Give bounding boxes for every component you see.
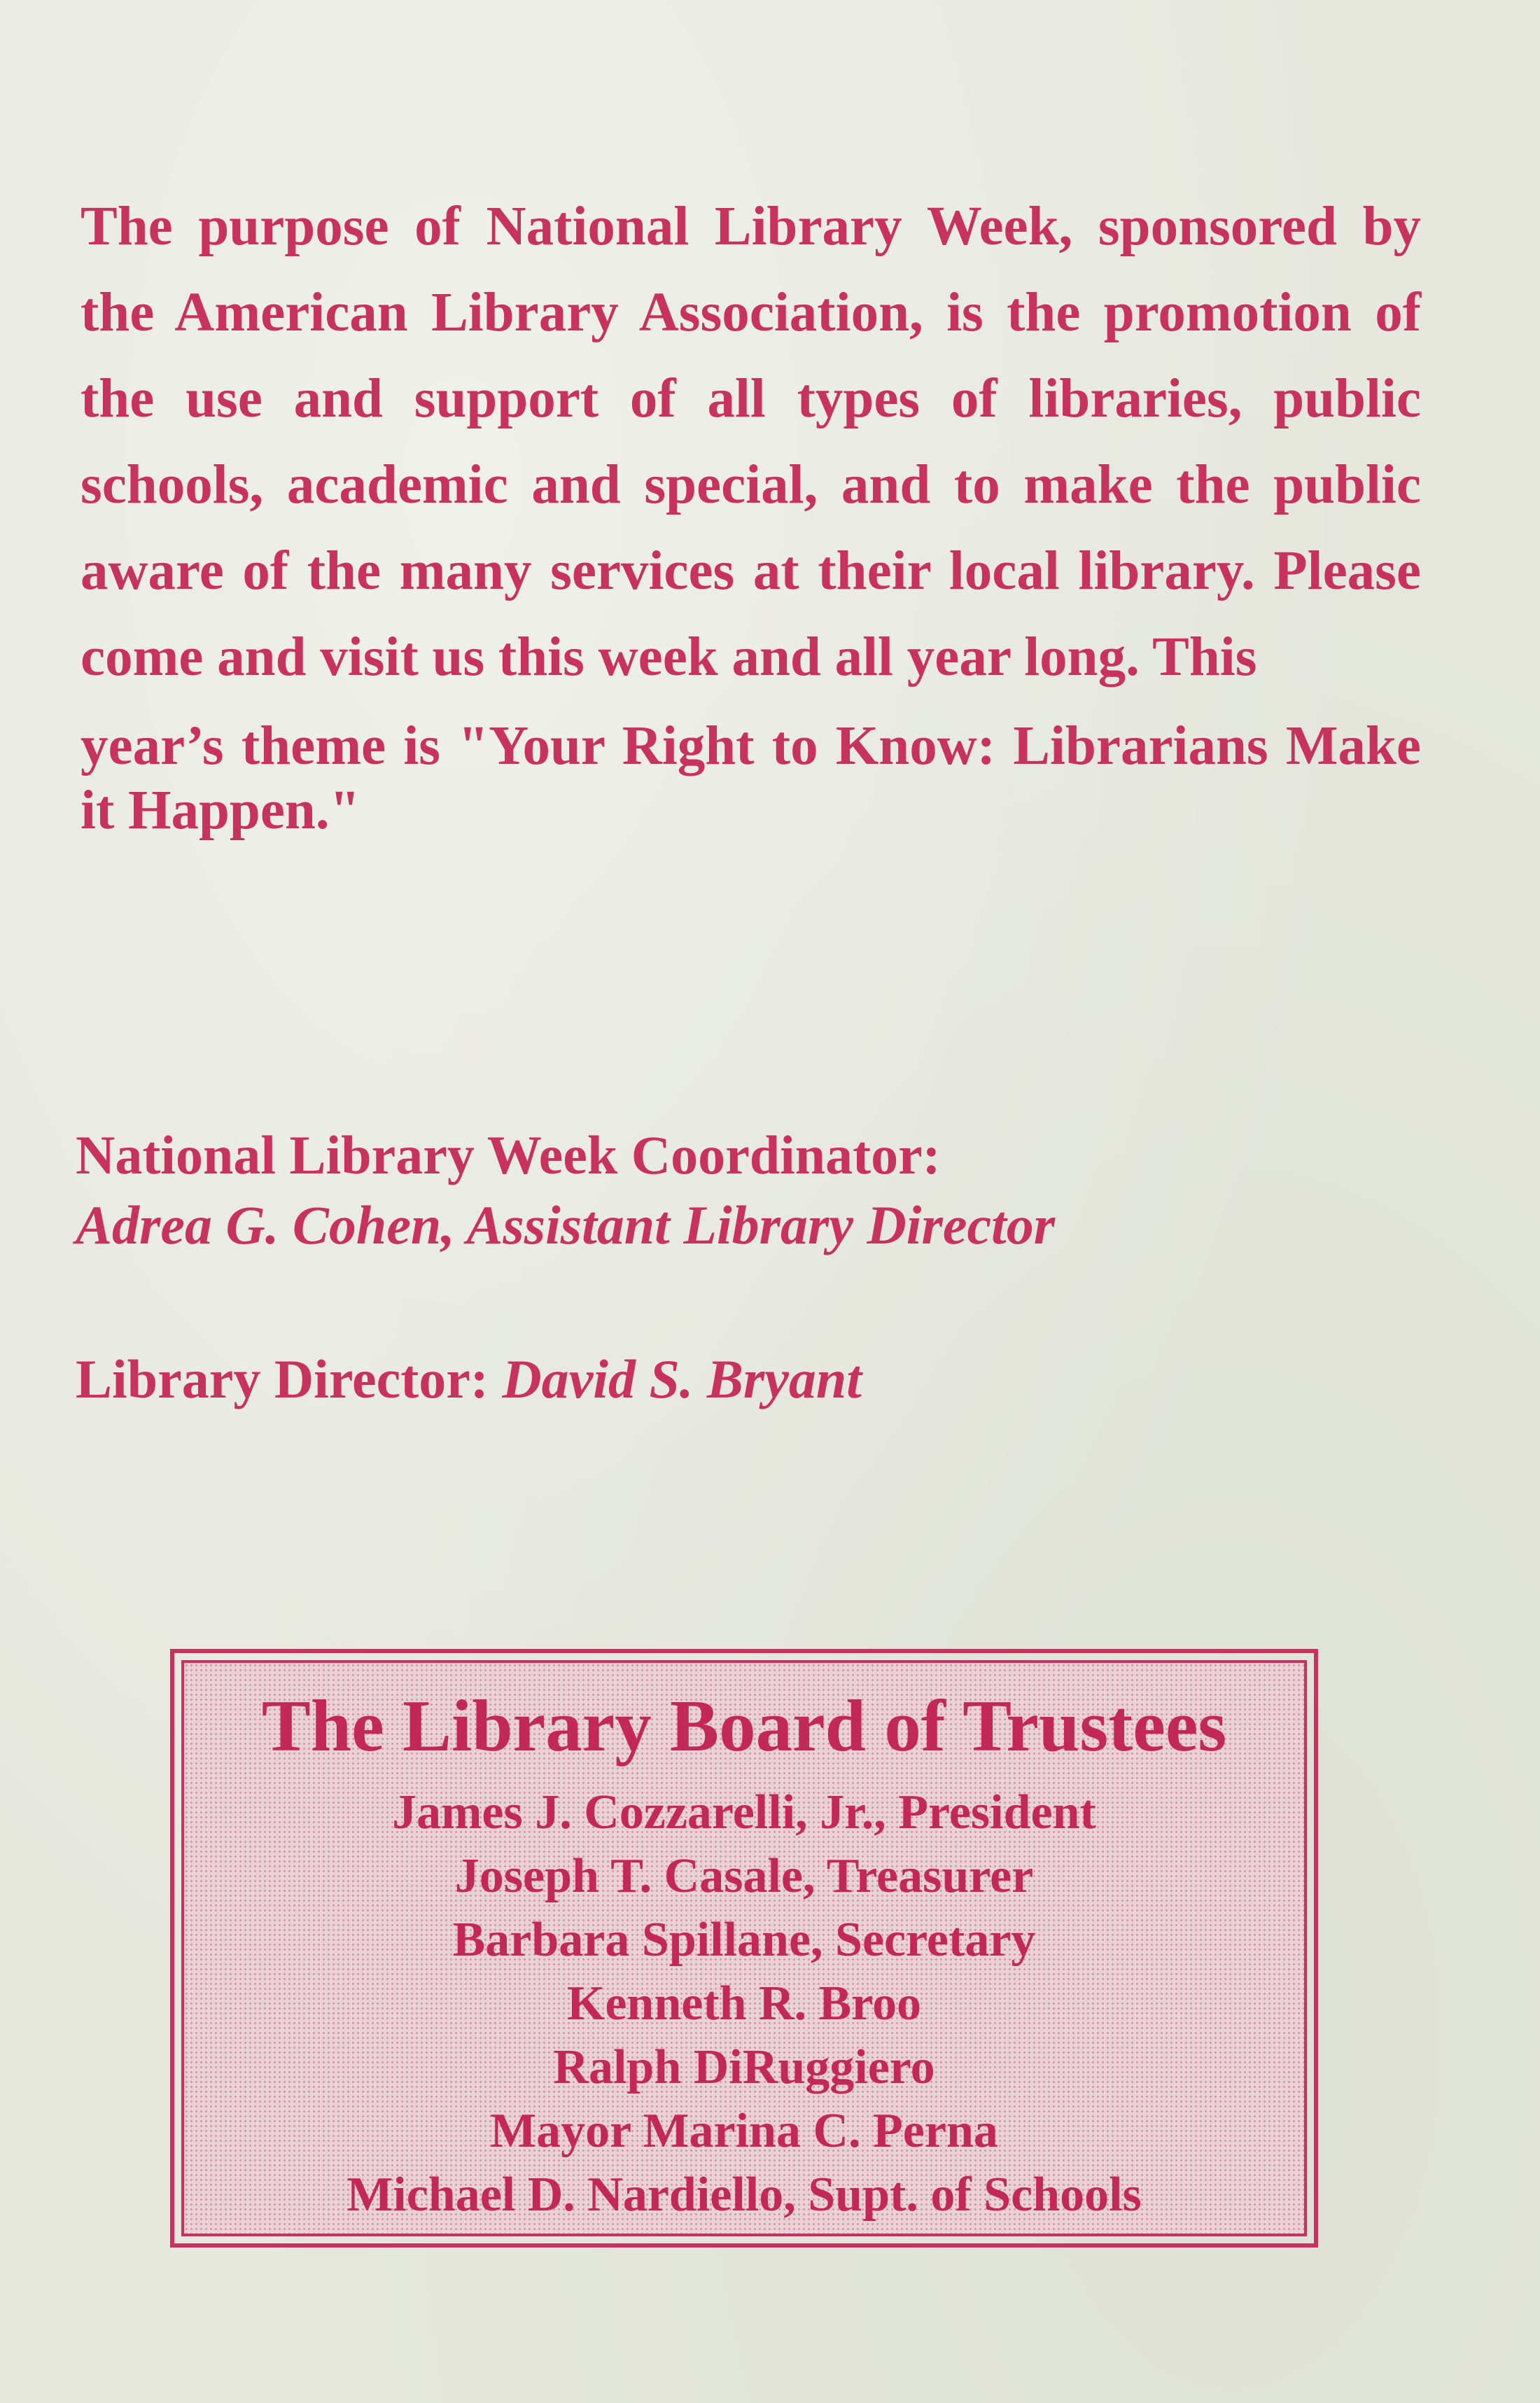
purpose-text: The purpose of National Library Week, sponsored by the American Library Association, is the promotion of the use and support of all types of libraries, public schools, academic and special, and to make the public aware of the many services at their local library. Please come and visit us this week and all year long. This: [80, 196, 1421, 688]
purpose-paragraph: [80, 183, 1421, 843]
coordinator-label: National Library Week Coordinator:: [76, 1124, 941, 1185]
board-member: Ralph DiRuggiero: [553, 2040, 935, 2094]
board-member: Barbara Spillane, Secretary: [452, 1913, 1036, 1967]
board-of-trustees-panel: [181, 1660, 1307, 2236]
board-member: Michael D. Nardiello, Supt. of Schools: [346, 2168, 1142, 2222]
board-member: Joseph T. Casale, Treasurer: [454, 1849, 1034, 1903]
credits-section: [76, 1120, 1441, 1414]
credits-gap: [76, 1260, 1441, 1344]
coordinator-name-line: [76, 1190, 1441, 1260]
director-line: [76, 1344, 1441, 1414]
board-members-list: [184, 1781, 1304, 2227]
board-member: James J. Cozzarelli, Jr., President: [392, 1785, 1096, 1839]
director-label: Library Director:: [76, 1349, 503, 1409]
board-title: The Library Board of Trustees: [261, 1685, 1227, 1767]
director-name: David S. Bryant: [502, 1349, 862, 1409]
board-member: Mayor Marina C. Perna: [490, 2104, 998, 2158]
board-member: Kenneth R. Broo: [566, 1977, 922, 2031]
board-of-trustees-box: [170, 1649, 1318, 2248]
coordinator-name: Adrea G. Cohen, Assistant Library Director: [76, 1194, 1056, 1255]
purpose-theme-line: year’s theme is "Your Right to Know: Librarians Make it Happen.": [80, 716, 1421, 841]
